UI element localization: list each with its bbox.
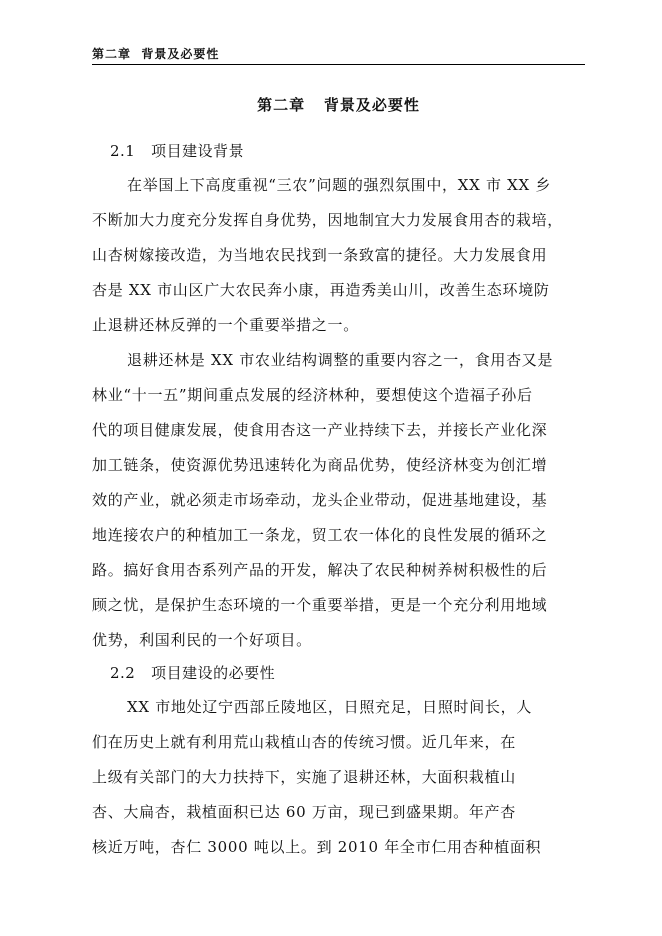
text-line: 顾之忧，是保护生态环境的一个重要举措，更是一个充分利用地域 [92, 596, 548, 614]
text-line: 退耕还林是 XX 市农业结构调整的重要内容之一，食用杏又是 [127, 351, 554, 369]
text-line: 山杏树嫁接改造，为当地农民找到一条致富的捷径。大力发展食用 [92, 246, 548, 264]
chapter-title: 第二章 背景及必要性 [257, 96, 420, 114]
text-line: 在举国上下高度重视“三农”问题的强烈氛围中，XX 市 XX 乡 [127, 176, 552, 194]
text-line: 加工链条，使资源优势迅速转化为商品优势，使经济林变为创汇增 [92, 456, 548, 474]
paragraph-background-2 [92, 343, 585, 658]
text-line: 效的产业，就必须走市场牵动，龙头企业带动，促进基地建设，基 [92, 491, 548, 509]
text-line: 地连接农户的种植加工一条龙，贸工农一体化的良性发展的循环之 [92, 526, 548, 544]
text-line: 止退耕还林反弹的一个重要举措之一。 [92, 316, 359, 334]
text-line: 优势，利国利民的一个好项目。 [92, 631, 312, 649]
text-line: 上级有关部门的大力扶持下，实施了退耕还林，大面积栽植山 [92, 768, 516, 786]
section-heading-2-2: 2.2 项目建设的必要性 [110, 664, 276, 682]
text-line: 核近万吨，杏仁 3000 吨以上。到 2010 年全市仁用杏种植面积 [92, 838, 542, 856]
text-line: 代的项目健康发展，使食用杏这一产业持续下去，并接长产业化深 [92, 421, 548, 439]
text-line: XX 市地处辽宁西部丘陵地区，日照充足，日照时间长，人 [127, 698, 533, 716]
text-line: 杏、大扁杏，栽植面积已达 60 万亩，现已到盛果期。年产杏 [92, 803, 516, 821]
section-heading-2-1: 2.1 项目建设背景 [110, 142, 245, 160]
paragraph-background-1 [92, 168, 585, 343]
paragraph-necessity-1 [92, 690, 585, 865]
running-header: 第二章 背景及必要性 [92, 47, 220, 61]
text-line: 不断加大力度充分发挥自身优势，因地制宜大力发展食用杏的栽培， [92, 211, 564, 229]
text-line: 路。搞好食用杏系列产品的开发，解决了农民种树养树积极性的后 [92, 561, 548, 579]
text-line: 杏是 XX 市山区广大农民奔小康，再造秀美山川，改善生态环境防 [92, 281, 550, 299]
text-line: 林业“十一五”期间重点发展的经济林种，要想使这个造福子孙后 [92, 386, 533, 404]
header-divider [92, 64, 585, 65]
text-line: 们在历史上就有利用荒山栽植山杏的传统习惯。近几年来，在 [92, 733, 516, 751]
